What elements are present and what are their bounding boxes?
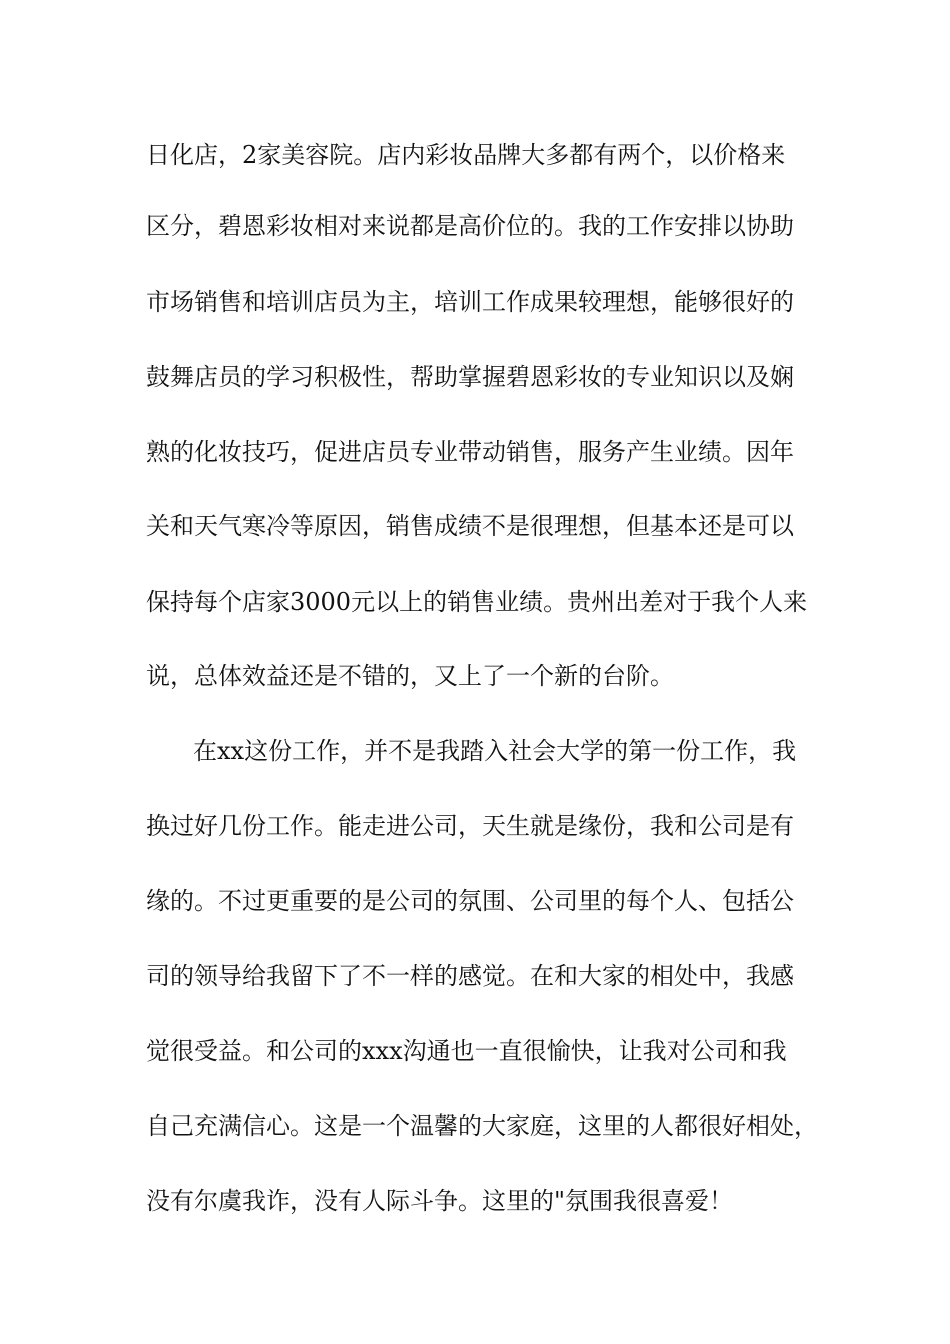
text-line: 缘的。不过更重要的是公司的氛围、公司里的每个人、包括公 [146, 887, 794, 915]
text-line: 司的领导给我留下了不一样的感觉。在和大家的相处中，我感 [146, 962, 794, 990]
text-line: 说，总体效益还是不错的，又上了一个新的台阶。 [146, 662, 674, 690]
text-line: 保持每个店家3000元以上的销售业绩。贵州出差对于我个人来 [146, 588, 808, 616]
text-line: 鼓舞店员的学习积极性，帮助掌握碧恩彩妆的专业知识以及娴 [146, 363, 794, 391]
text-line: 在xx这份工作，并不是我踏入社会大学的第一份工作，我 [193, 737, 797, 765]
text-line: 关和天气寒冷等原因，销售成绩不是很理想，但基本还是可以 [146, 512, 794, 540]
text-line: 区分，碧恩彩妆相对来说都是高价位的。我的工作安排以协助 [146, 212, 794, 240]
text-line: 熟的化妆技巧，促进店员专业带动销售，服务产生业绩。因年 [146, 438, 794, 466]
text-line: 换过好几份工作。能走进公司，天生就是缘份，我和公司是有 [146, 812, 794, 840]
text-line: 觉很受益。和公司的xxx沟通也一直很愉快，让我对公司和我 [146, 1037, 787, 1065]
text-line: 自己充满信心。这是一个温馨的大家庭，这里的人都很好相处， [146, 1112, 818, 1140]
text-line: 没有尔虞我诈，没有人际斗争。这里的"氛围我很喜爱！ [146, 1187, 734, 1215]
text-line: 市场销售和培训店员为主，培训工作成果较理想，能够很好的 [146, 288, 794, 316]
text-line: 日化店，2家美容院。店内彩妆品牌大多都有两个，以价格来 [146, 141, 786, 169]
